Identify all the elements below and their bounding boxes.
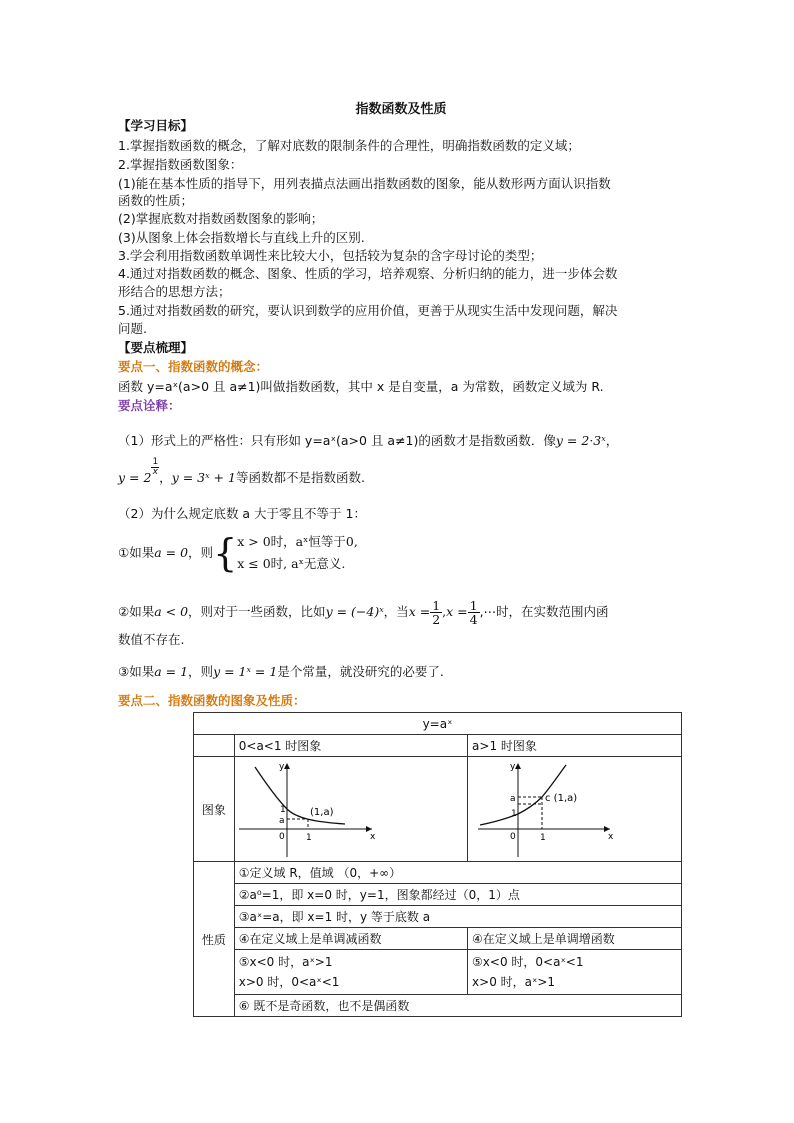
col-header-decreasing: 0<a<1 时图象 xyxy=(234,735,467,757)
goal-line: 4.通过对指数函数的概念、图象、性质的学习，培养观察、分析归纳的能力，进一步体会数 xyxy=(118,266,618,281)
point1-title: 要点一、指数函数的概念： xyxy=(118,359,269,374)
row-label-properties: 性质 xyxy=(194,862,235,1017)
point2-title: 要点二、指数函数的图象及性质： xyxy=(118,693,306,708)
brace-symbol: { xyxy=(213,531,238,575)
fraction-quarter xyxy=(468,599,480,626)
sign-left-line1: ⑤x<0 时，aˣ>1 xyxy=(238,955,333,969)
point-label: c (1,a) xyxy=(545,793,578,804)
case2-when: ，当 xyxy=(383,604,409,619)
exp-num: 1 xyxy=(152,457,159,467)
graph-cell-increasing xyxy=(468,757,682,862)
case-a-zero xyxy=(118,530,358,576)
case2-prefix: ②如果 xyxy=(118,604,155,619)
formula-2-3x: y = 2·3ˣ xyxy=(555,433,606,448)
case-a-one xyxy=(118,664,444,680)
page-title: 指数函数及性质 xyxy=(355,102,447,117)
case2-x2: x = xyxy=(446,604,468,619)
goal-line: 5.通过对指数函数的研究，要认识到数学的应用价值，更善于从现实生活中发现问题，解决 xyxy=(118,303,618,318)
case3-mid: ，则 xyxy=(188,664,214,679)
case1-mid: ，则 xyxy=(188,545,214,560)
properties-table xyxy=(193,712,682,1017)
goal-line: 3.学会利用指数函数单调性来比较大小，包括较为复杂的含字母讨论的类型； xyxy=(118,248,543,263)
property-parity: ⑥ 既不是奇函数，也不是偶函数 xyxy=(234,995,681,1017)
y-axis-arrow xyxy=(515,763,521,769)
case2-line2: 数值不存在. xyxy=(118,632,185,647)
case1-branches xyxy=(237,531,358,575)
frac-num: 1 xyxy=(469,598,478,613)
note1-tail: 等函数都不是指数函数. xyxy=(235,470,365,485)
origin-label: 0 xyxy=(278,832,285,842)
note2: （2）为什么规定底数 a 大于零且不等于 1： xyxy=(118,506,366,521)
case3-tail: 是个常量，就没研究的必要了. xyxy=(277,664,444,679)
one-y-label: 1 xyxy=(279,805,286,815)
property-monotone-right: ④在定义域上是单调增函数 xyxy=(468,928,682,950)
goal-line: (3)从图象上体会指数增长与直线上升的区别. xyxy=(118,230,365,245)
sign-right-line2: x>0 时，aˣ>1 xyxy=(472,975,556,989)
y-axis-label: y xyxy=(510,762,516,772)
case2-x1: x = xyxy=(408,604,431,619)
case2-sep: , xyxy=(442,604,447,619)
y-axis-label: y xyxy=(278,762,285,772)
note1-text: （1）形式上的严格性：只有形如 y=aˣ(a>0 且 a≠1)的函数才是指数函数．像 xyxy=(118,433,556,448)
note1-line1 xyxy=(118,433,618,449)
case3-eq: a = 1 xyxy=(154,664,189,679)
property-sign-right xyxy=(468,950,682,995)
frac-den: 4 xyxy=(469,612,478,627)
case2-mid: ，则对于一些函数，比如 xyxy=(188,604,326,619)
table-header: y=aˣ xyxy=(194,713,682,735)
note1-sep: ， xyxy=(159,470,172,485)
goal-line: 函数的性质； xyxy=(118,193,194,208)
case3-prefix: ③如果 xyxy=(118,664,155,679)
note1-comma: ， xyxy=(605,433,619,448)
row-label-graph: 图象 xyxy=(194,757,235,862)
case1-branch2: x ≤ 0时, aˣ无意义. xyxy=(237,556,346,571)
one-x-label: 1 xyxy=(305,833,312,843)
a-tick-label: a xyxy=(278,816,285,826)
formula-2-pow: y = 2 xyxy=(118,470,152,485)
col-header-increasing: a>1 时图象 xyxy=(468,735,682,757)
note1-line2 xyxy=(118,457,365,496)
graph-decreasing xyxy=(237,759,461,859)
point1-note-heading: 要点诠释： xyxy=(118,398,181,413)
case3-fn: y = 1ˣ = 1 xyxy=(213,664,278,679)
point-label: (1,a) xyxy=(309,807,334,818)
property-fixed-point: ②a⁰=1，即 x=0 时，y=1，图象都经过（0，1）点 xyxy=(234,884,681,906)
point1-text: 函数 y=aˣ(a>0 且 a≠1)叫做指数函数，其中 x 是自变量，a 为常数，函数定义域为 R. xyxy=(118,379,604,394)
case1-eq: a = 0 xyxy=(154,545,189,560)
goal-line: 1.掌握指数函数的概念，了解对底数的限制条件的合理性，明确指数函数的定义域； xyxy=(118,138,580,153)
case2-tail: ,⋯时，在实数范围内函 xyxy=(479,604,609,619)
one-x-label: 1 xyxy=(540,833,546,843)
table-cell-empty xyxy=(194,735,235,757)
goal-line: (1)能在基本性质的指导下，用列表描点法画出指数函数的图象，能从数形两方面认识指数 xyxy=(118,176,611,191)
formula-exponent xyxy=(151,458,159,477)
case2-fn: y = (−4)ˣ xyxy=(325,604,384,619)
x-axis-label: x xyxy=(369,832,376,842)
property-domain-range: ①定义域 R，值域 （0，+∞） xyxy=(234,862,681,884)
case1-prefix: ①如果 xyxy=(118,545,155,560)
a-tick-label: a xyxy=(510,794,516,804)
exp-den: x xyxy=(152,467,158,477)
sign-left-line2: x>0 时，0<aˣ<1 xyxy=(238,975,340,989)
goal-line: (2)掌握底数对指数函数图象的影响； xyxy=(118,211,324,226)
goals-heading: 【学习目标】 xyxy=(118,118,194,133)
fraction-half xyxy=(430,599,442,626)
goal-line: 问题. xyxy=(118,321,147,336)
property-x-equals-1: ③aˣ=a，即 x=1 时，y 等于底数 a xyxy=(234,906,681,928)
frac-den: 2 xyxy=(432,612,441,627)
points-heading: 【要点梳理】 xyxy=(118,340,194,355)
one-y-label: 1 xyxy=(511,809,517,819)
goal-line: 形结合的思想方法； xyxy=(118,284,231,299)
goal-line: 2.掌握指数函数图象： xyxy=(118,157,243,172)
y-axis-arrow xyxy=(284,763,290,769)
graph-increasing xyxy=(470,759,675,859)
formula-3x-plus-1: y = 3ˣ + 1 xyxy=(171,470,236,485)
graph-cell-decreasing xyxy=(234,757,467,862)
x-axis-label: x xyxy=(608,832,614,842)
frac-num: 1 xyxy=(432,598,441,613)
origin-label: 0 xyxy=(510,832,516,842)
property-monotone-left: ④在定义域上是单调减函数 xyxy=(234,928,467,950)
case-a-negative xyxy=(118,592,609,632)
property-sign-left xyxy=(234,950,467,995)
case2-eq: a < 0 xyxy=(154,604,189,619)
sign-right-line1: ⑤x<0 时，0<aˣ<1 xyxy=(472,955,584,969)
case1-branch1: x > 0时，aˣ恒等于0, xyxy=(237,534,358,549)
